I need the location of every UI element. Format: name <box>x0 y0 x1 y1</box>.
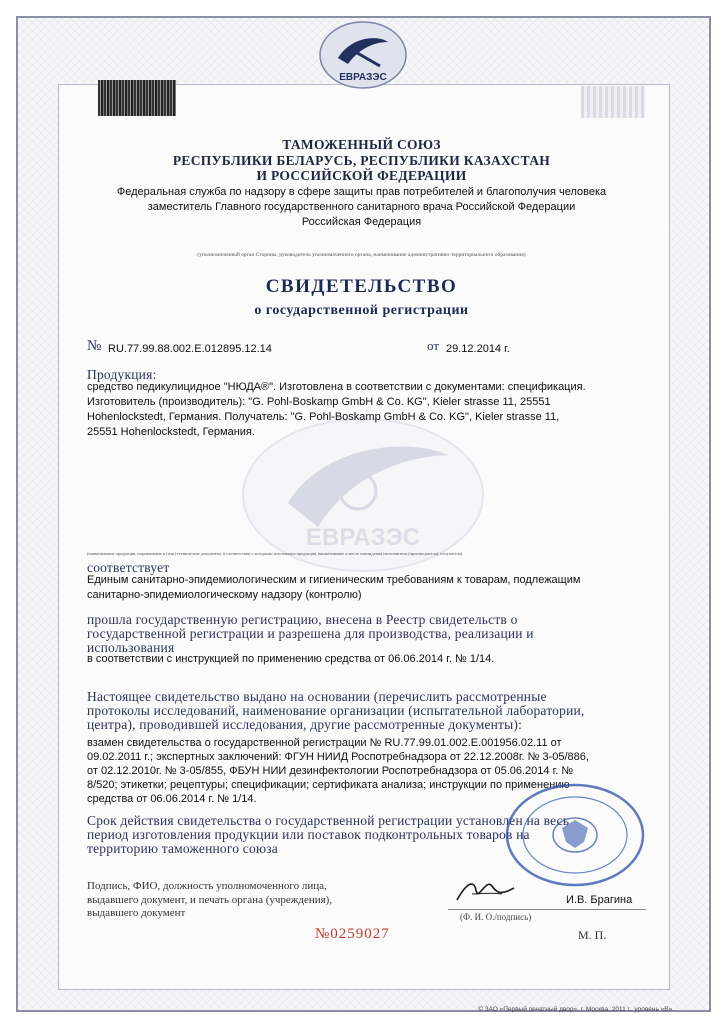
product-line-1: средство педикулицидное "НЮДА®". Изготовлена в соответствии с документами: спецификация. <box>87 381 586 393</box>
basis-line-1: Настоящее свидетельство выдано на основании (перечислить рассмотренные <box>87 689 547 704</box>
compliance-line-1: Единым санитарно-эпидемиологическим и гигиеническим требованиям к товарам, подлежащим <box>87 574 581 586</box>
signatory-hint: (Ф. И. О./подпись) <box>460 912 532 922</box>
customs-union-members: РЕСПУБЛИКИ БЕЛАРУСЬ, РЕСПУБЛИКИ КАЗАХСТАН <box>172 153 551 168</box>
issuing-country: Российская Федерация <box>301 216 422 228</box>
basis-detail-5: средства от 06.06.2014 г. № 1/14. <box>87 793 257 805</box>
signatory-name: И.В. Брагина <box>566 894 633 906</box>
seal-place-label: М. П. <box>578 928 607 942</box>
product-line-3: Hohenlockstedt, Германия. Получатель: "G. Pohl-Boskamp GmbH & Co. KG", Kieler strasse 11, <box>87 411 560 423</box>
basis-line-3: центра), проводившей исследования, другие рассмотренные документы): <box>87 717 523 732</box>
basis-detail-3: от 02.12.2010г. № 3-05/855, ФБУН НИИ дезинфектологии Роспотребнадзора от 05.06.2014 г. № <box>87 765 574 777</box>
customs-union-title: ТАМОЖЕННЫЙ СОЮЗ <box>282 137 441 152</box>
basis-detail-2: 09.02.2011 г.; экспертных заключений: ФГУН НИИД Роспотребнадзора от 22.12.2008г. № 3-05/886, <box>87 751 589 763</box>
issuing-official: заместитель Главного государственного санитарного врача Российской Федерации <box>147 201 576 213</box>
serial-number: №0259027 <box>315 926 390 942</box>
date-from-label: от <box>427 338 440 353</box>
hologram-strip-right <box>581 86 645 118</box>
product-line-4: 25551 Hohenlockstedt, Германия. <box>87 426 255 438</box>
agency-hint: (уполномоченный орган Стороны, руководитель уполномоченного органа, наименование административно-территориального образования) <box>197 252 526 258</box>
issuing-agency: Федеральная служба по надзору в сфере защиты прав потребителей и благополучия человека <box>116 186 607 198</box>
basis-detail-4: 8/520; этикетки; рецептуры; спецификации; сертификата анализа; инструкции по применению <box>87 779 570 791</box>
registered-line-3: использования <box>87 640 175 655</box>
signature-caption-2: выдавшего документ, и печать органа (учреждения), <box>87 894 333 906</box>
registered-line-2: государственной регистрации и разрешена для производства, реализации и <box>87 626 534 641</box>
official-stamp <box>500 780 650 890</box>
signature-line <box>448 909 646 910</box>
validity-line-3: территорию таможенного союза <box>87 841 278 856</box>
registration-number: RU.77.99.88.002.Е.012895.12.14 <box>108 343 272 355</box>
emblem-label: ЕВРАЗЭС <box>339 72 387 83</box>
basis-line-2: протоколы исследований, наименование организации (испытательной лаборатории, <box>87 703 585 718</box>
eurasec-emblem <box>318 20 408 90</box>
number-sign: № <box>87 338 102 354</box>
validity-line-2: период изготовления продукции или поставок подконтрольных товаров на <box>87 827 530 842</box>
handwritten-signature <box>452 872 522 908</box>
product-hint: (наименование продукции, нормативные и (или) технические документы, в соответствии с которыми изготовлена продукция, наименование и место нахождения изготовителя (производителя), получателя) <box>87 551 463 556</box>
validity-line-1: Срок действия свидетельства о государственной регистрации установлен на весь <box>87 813 570 828</box>
product-line-2: Изготовитель (производитель): "G. Pohl-Boskamp GmbH & Co. KG", Kieler strasse 11, 25551 <box>87 396 551 408</box>
registered-line-1: прошла государственную регистрацию, внесена в Реестр свидетельств о <box>87 612 518 627</box>
signature-caption-3: выдавшего документ <box>87 907 186 919</box>
registered-line-4: в соответствии с инструкцией по применению средства от 06.06.2014 г. № 1/14. <box>87 653 495 665</box>
watermark-label: ЕВРАЗЭС <box>305 524 421 551</box>
compliance-line-2: санитарно-эпидемиологическому надзору (контролю) <box>87 589 362 601</box>
document-subtitle: о государственной регистрации <box>254 303 469 318</box>
registration-date: 29.12.2014 г. <box>446 343 510 355</box>
document-title: СВИДЕТЕЛЬСТВО <box>265 276 458 297</box>
hologram-strip-left <box>98 80 176 116</box>
compliance-label: соответствует <box>87 560 170 575</box>
customs-union-members-2: И РОССИЙСКОЙ ФЕДЕРАЦИИ <box>256 168 467 183</box>
signature-caption-1: Подпись, ФИО, должность уполномоченного лица, <box>87 880 327 892</box>
basis-detail-1: взамен свидетельства о государственной регистрации № RU.77.99.01.002.Е.001956.02.11 от <box>87 737 562 749</box>
printer-credit: © ЗАО «Первый печатный двор», г. Москва, 2011 г., уровень «В». <box>478 1006 675 1013</box>
product-label: Продукция: <box>87 367 157 382</box>
